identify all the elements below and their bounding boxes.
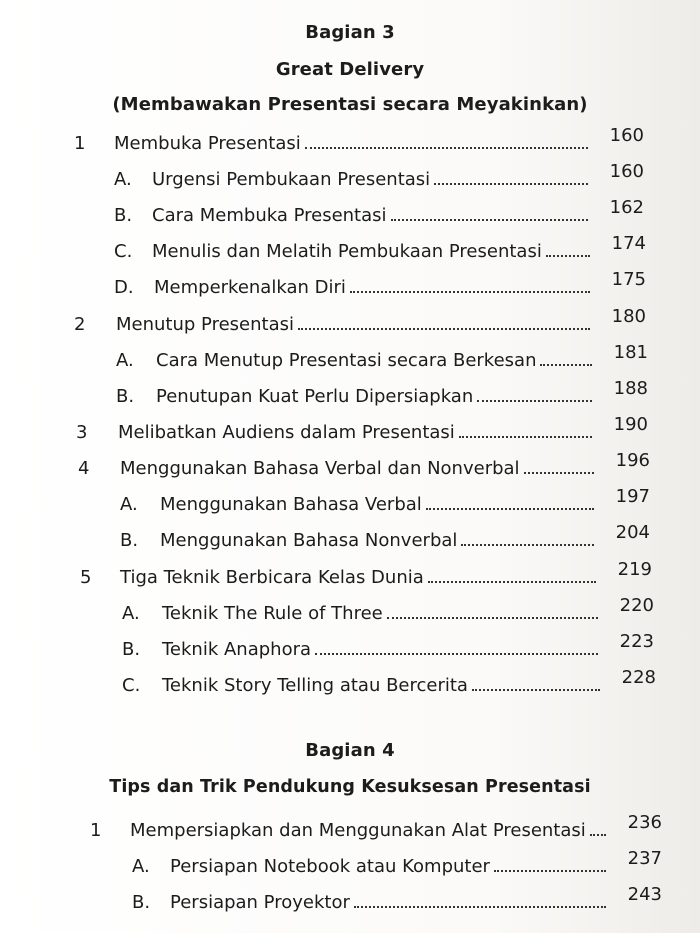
toc-entry-page: 180	[611, 306, 646, 327]
leader-dots	[387, 617, 598, 619]
toc-entry-page: 162	[609, 197, 644, 218]
toc-entry-page: 220	[619, 595, 654, 616]
toc-entry-page: 174	[611, 233, 646, 254]
section3-subtitle: (Membawakan Presentasi secara Meyakinkan)	[112, 94, 588, 115]
toc-entry-page: 188	[613, 378, 648, 399]
toc-entry-title: Menutup Presentasi	[116, 314, 294, 335]
toc-entry	[78, 450, 650, 486]
toc-entry-title: Teknik The Rule of Three	[162, 603, 383, 624]
leader-dots	[546, 255, 590, 257]
toc-entry-title: Melibatkan Audiens dalam Presentasi	[118, 422, 455, 443]
toc-entry-title: Cara Membuka Presentasi	[152, 205, 387, 226]
leader-dots	[354, 906, 606, 908]
leader-dots	[315, 653, 598, 655]
toc-entry-letter: D.	[114, 277, 134, 298]
toc-entry-letter: A.	[120, 494, 138, 515]
toc-entry-title: Memperkenalkan Diri	[154, 277, 346, 298]
toc-entry	[114, 269, 646, 305]
toc-entry-page: 243	[627, 884, 662, 905]
toc-entry-page: 160	[609, 161, 644, 182]
toc-entry	[120, 486, 650, 522]
toc-entry-letter: A.	[114, 169, 132, 190]
toc-entry-page: 181	[613, 342, 648, 363]
toc-entry-title: Cara Menutup Presentasi secara Berkesan	[156, 350, 537, 371]
section3-title: Great Delivery	[275, 59, 425, 80]
toc-entry	[90, 812, 662, 848]
toc-entry-title: Menggunakan Bahasa Verbal dan Nonverbal	[120, 458, 520, 479]
toc-entry-page: 219	[617, 559, 652, 580]
leader-dots	[391, 219, 588, 221]
toc-entry-title: Menggunakan Bahasa Verbal	[160, 494, 422, 515]
leader-dots	[472, 689, 600, 691]
leader-dots	[461, 544, 594, 546]
toc-entry-letter: C.	[122, 675, 141, 696]
toc-entry-page: 175	[611, 269, 646, 290]
toc-entry	[114, 197, 644, 233]
toc-entry-page: 204	[615, 522, 650, 543]
toc-entry	[116, 342, 648, 378]
toc-entry-number: 1	[74, 133, 86, 154]
toc-entry-title: Menggunakan Bahasa Nonverbal	[160, 530, 458, 551]
toc-entry-page: 190	[613, 414, 648, 435]
toc-entry-title: Tiga Teknik Berbicara Kelas Dunia	[120, 567, 424, 588]
toc-entry-letter: B.	[132, 892, 151, 913]
toc-entry-title: Membuka Presentasi	[114, 133, 301, 154]
leader-dots	[426, 508, 594, 510]
toc-entry	[76, 414, 648, 450]
section4-title: Tips dan Trik Pendukung Kesuksesan Presentasi	[109, 777, 591, 797]
toc-entry-letter: B.	[116, 386, 135, 407]
toc-entry	[114, 161, 644, 197]
toc-entry-title: Urgensi Pembukaan Presentasi	[152, 169, 431, 190]
toc-entry	[120, 522, 650, 558]
toc-entry-letter: A.	[122, 603, 140, 624]
toc-entry-number: 1	[90, 820, 102, 841]
toc-entry	[74, 125, 644, 161]
toc-entry-letter: A.	[132, 856, 150, 877]
toc-entry-number: 5	[80, 567, 92, 588]
leader-dots	[428, 581, 596, 583]
toc-entry-number: 3	[76, 422, 88, 443]
toc-entry-page: 236	[627, 812, 662, 833]
toc-entry	[122, 631, 654, 667]
toc-entry	[132, 848, 662, 884]
toc-entry-letter: B.	[114, 205, 133, 226]
toc-entry	[132, 884, 662, 920]
toc-entry	[116, 378, 648, 414]
toc-entry-title: Persiapan Proyektor	[170, 892, 350, 913]
leader-dots	[590, 834, 606, 836]
toc-entry-title: Menulis dan Melatih Pembukaan Presentasi	[152, 241, 542, 262]
leader-dots	[459, 436, 592, 438]
toc-entry-letter: B.	[120, 530, 139, 551]
toc-entry-page: 237	[627, 848, 662, 869]
leader-dots	[305, 147, 588, 149]
toc-entry-page: 160	[609, 125, 644, 146]
leader-dots	[298, 328, 590, 330]
toc-entry	[122, 667, 656, 703]
toc-entry	[80, 559, 652, 595]
toc-entry	[122, 595, 654, 631]
toc-entry-title: Teknik Anaphora	[162, 639, 312, 660]
toc-entry-title: Persiapan Notebook atau Komputer	[170, 856, 490, 877]
toc-entry-page: 197	[615, 486, 650, 507]
toc-entry-title: Penutupan Kuat Perlu Dipersiapkan	[156, 386, 474, 407]
leader-dots	[540, 364, 592, 366]
toc-entry-page: 223	[619, 631, 654, 652]
section4-label: Bagian 4	[305, 740, 395, 761]
leader-dots	[494, 870, 606, 872]
leader-dots	[434, 183, 588, 185]
toc-entry-number: 4	[78, 458, 90, 479]
leader-dots	[524, 472, 594, 474]
toc-entry-letter: A.	[116, 350, 134, 371]
toc-entry	[74, 306, 646, 342]
toc-entry-page: 196	[615, 450, 650, 471]
toc-entry-letter: B.	[122, 639, 141, 660]
toc-entry-number: 2	[74, 314, 86, 335]
leader-dots	[477, 400, 592, 402]
toc-entry-title: Teknik Story Telling atau Bercerita	[162, 675, 468, 696]
toc-entry-title: Mempersiapkan dan Menggunakan Alat Presentasi	[130, 820, 586, 841]
toc-entry-letter: C.	[114, 241, 133, 262]
section3-label: Bagian 3	[305, 22, 395, 43]
toc-entry-page: 228	[621, 667, 656, 688]
leader-dots	[350, 291, 590, 293]
toc-entry	[114, 233, 646, 269]
